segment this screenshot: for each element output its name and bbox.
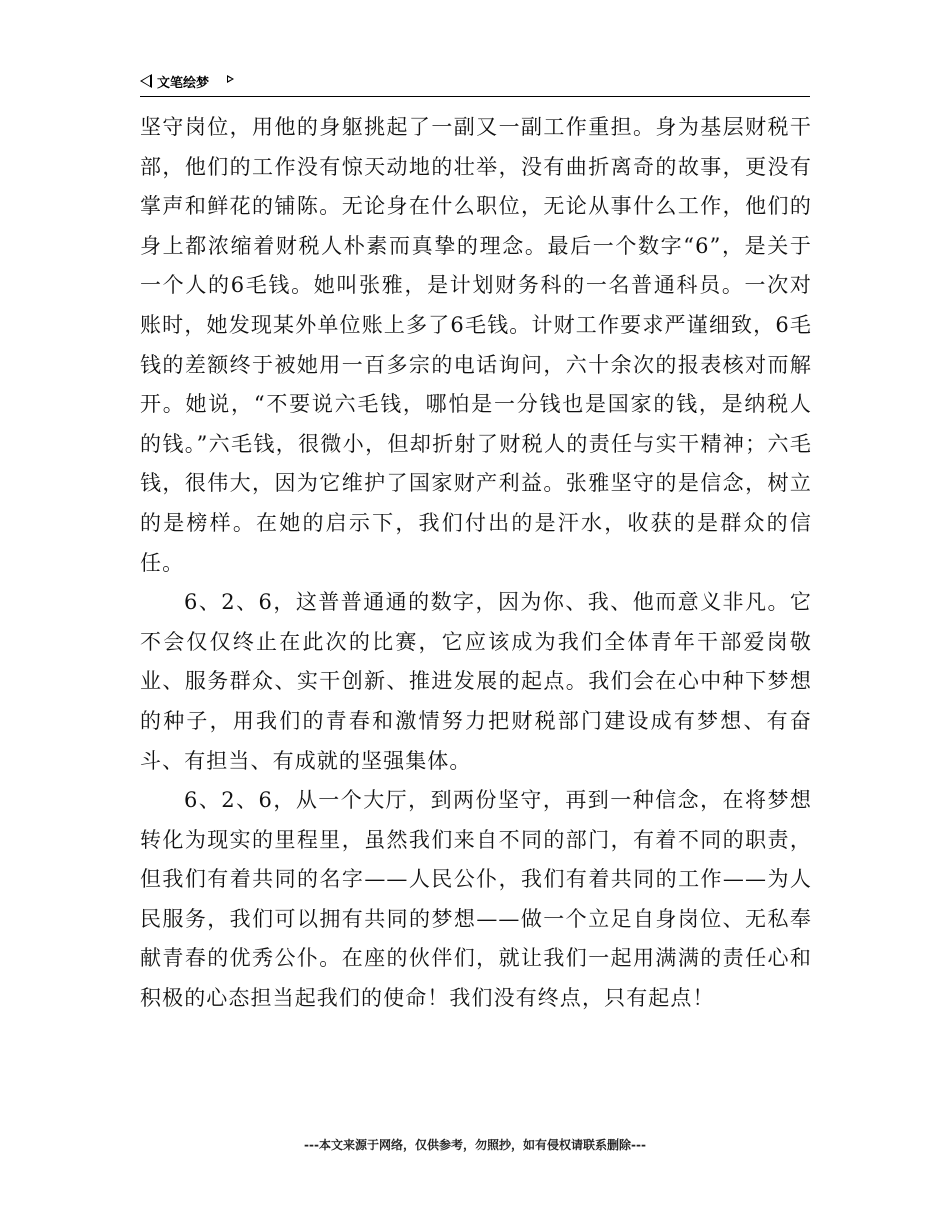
header-brand: 文笔绘梦	[157, 76, 210, 91]
left-triangle-icon	[140, 74, 152, 88]
paragraph-2: 6、2、6，这普普通通的数字，因为你、我、他而意义非凡。它不会仅仅终止在此次的比赛，它应该成为我们全体青年干部爱岗敬业、服务群众、实干创新、推进发展的起点。我们会在心中种下梦想的种子，用我们的青春和激情努力把财税部门建设成有梦想、有奋斗、有担当、有成就的坚强集体。	[140, 590, 812, 773]
right-triangle-icon	[227, 75, 234, 83]
footer-disclaimer: ---本文来源于网络，仅供参考，勿照抄，如有侵权请联系删除---	[304, 1138, 646, 1152]
paragraph-1: 坚守岗位，用他的身躯挑起了一副又一副工作重担。身为基层财税干部，他们的工作没有惊天动地的壮举，没有曲折离奇的故事，更没有掌声和鲜花的铺陈。无论身在什么职位，无论从事什么工作，他们的身上都浓缩着财税人朴素而真挚的理念。最后一个数字“6”，是关于一个人的6毛钱。她叫张雅，是计划财务科的一名普通科员。一次对账时，她发现某外单位账上多了6毛钱。计财工作要求严谨细致，6毛钱的差额终于被她用一百多宗的电话询问，六十余次的报表核对而解开。她说，“不要说六毛钱，哪怕是一分钱也是国家的钱，是纳税人的钱。”六毛钱，很微小，但却折射了财税人的责任与实干精神；六毛钱，很伟大，因为它维护了国家财产利益。张雅坚守的是信念，树立的是榜样。在她的启示下，我们付出的是汗水，收获的是群众的信任。	[140, 115, 812, 575]
document-body	[140, 108, 812, 1019]
paragraph-3: 6、2、6，从一个大厅，到两份坚守，再到一种信念，在将梦想转化为现实的里程里，虽然我们来自不同的部门，有着不同的职责，但我们有着共同的名字——人民公仆，我们有着共同的工作——为人民服务，我们可以拥有共同的梦想——做一个立足自身岗位、无私奉献青春的优秀公仆。在座的伙伴们，就让我们一起用满满的责任心和积极的心态担当起我们的使命！我们没有终点，只有起点！	[140, 788, 812, 1011]
page-header	[140, 70, 810, 97]
